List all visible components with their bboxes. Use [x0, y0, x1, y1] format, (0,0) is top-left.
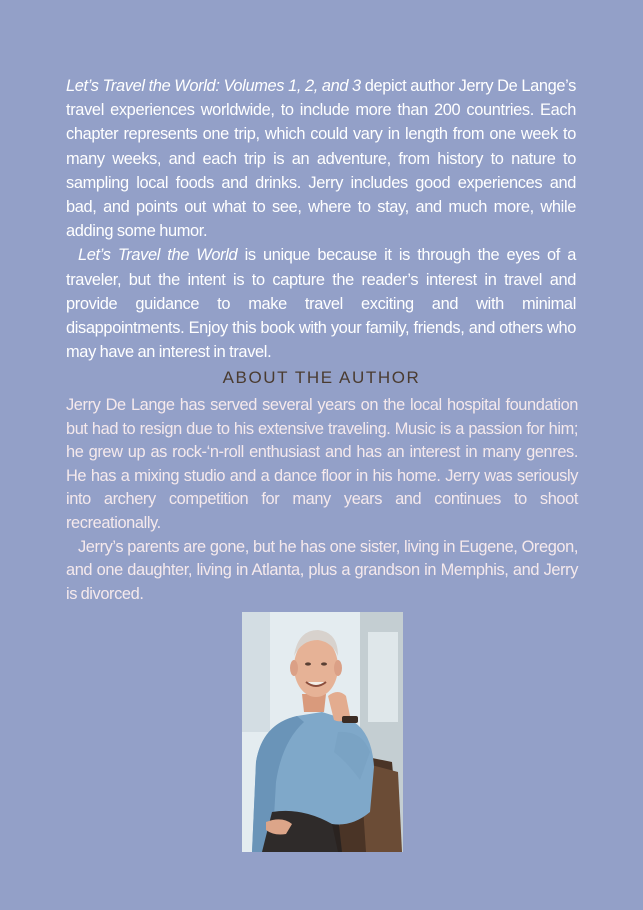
about-the-author-heading: ABOUT THE AUTHOR — [222, 368, 421, 387]
description-text-1: depict author Jerry De Lange’s travel experiences worldwide, to include more than 200 countries. Each chapter represents one trip, which could vary in length from one week to many weeks, and each trip is an adventure, from history to nature to sampling local foods and drinks. Jerry includes good experiences and bad, and points out what to see, where to stay, and much more, while adding some humor. — [66, 77, 576, 241]
author-portrait-illustration — [242, 612, 403, 852]
book-description — [66, 74, 576, 364]
author-bio-paragraph-2: Jerry’s parents are gone, but he has one sister, living in Eugene, Oregon, and one daughter, living in Atlanta, plus a grandson in Memphis, and Jerry is divorced. — [66, 537, 578, 603]
author-photo — [242, 612, 403, 852]
description-paragraph-2 — [66, 243, 576, 364]
author-bio — [66, 394, 578, 606]
author-bio-paragraph-1: Jerry De Lange has served several years on the local hospital foundation but had to resign due to his extensive traveling. Music is a passion for him; he grew up as rock-‘n-roll enthusiast and has an interest in many genres. He has a mixing studio and a dance floor in his home. Jerry was seriously into archery competition for many years and continues to shoot recreationally. — [66, 396, 578, 532]
book-title-italic-short: Let’s Travel the World — [78, 246, 238, 265]
book-title-italic: Let’s Travel the World: Volumes 1, 2, and 3 — [66, 77, 361, 95]
description-text-2: is unique because it is through the eyes of a traveler, but the intent is to capture the reader’s interest in travel and provide guidance to make travel exciting and with minimal disappointments. Enjoy this book with your family, friends, and others who may have an interest in travel. — [66, 246, 577, 362]
description-paragraph-1 — [66, 74, 576, 243]
